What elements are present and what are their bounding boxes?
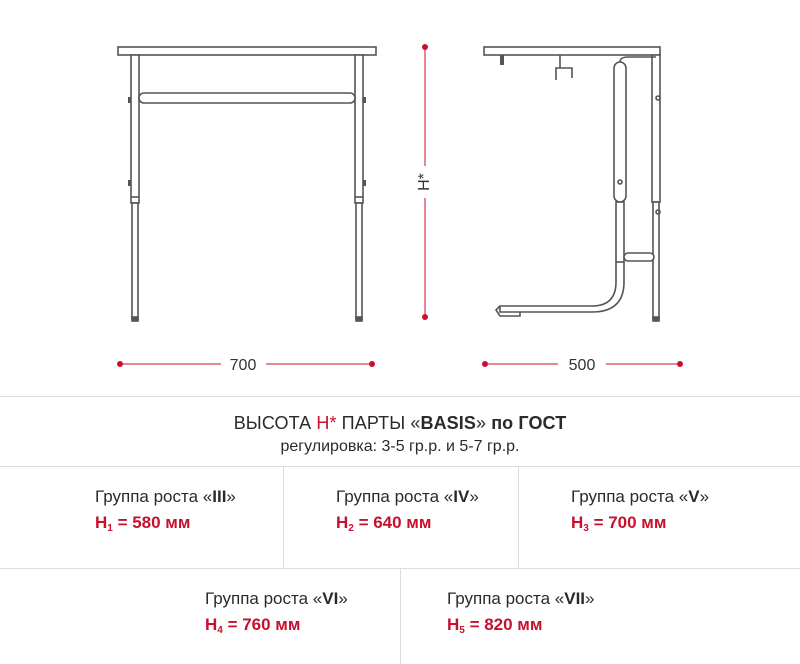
groups-row-2 <box>0 568 800 664</box>
group-label: Группа роста «VI» <box>205 589 348 608</box>
groups-row-1 <box>0 466 800 569</box>
title-brand: BASIS <box>420 413 476 433</box>
title-h: H* <box>316 413 337 433</box>
depth-dimension <box>482 357 683 374</box>
group-height: $H_2 = 640$ мм <box>336 513 432 534</box>
group-card <box>0 467 283 569</box>
page-title <box>0 413 800 434</box>
group-card <box>518 467 800 569</box>
width-dimension <box>117 357 375 374</box>
title-mid: ПАРТЫ « <box>336 413 421 433</box>
group-height: $H_1 = 580$ мм <box>95 513 191 534</box>
front-view <box>118 47 376 321</box>
title-mid2: » <box>475 413 492 433</box>
width-label: 700 <box>229 357 257 374</box>
group-card <box>400 569 800 664</box>
info-header <box>0 396 800 467</box>
group-height: $H_5 = 820$ мм <box>447 615 543 636</box>
subtitle: регулировка: 3-5 гр.р. и 5-7 гр.р. <box>280 438 520 455</box>
group-label: Группа роста «IV» <box>336 487 479 506</box>
title-prefix: ВЫСОТА <box>233 413 317 433</box>
title-suffix: по ГОСТ <box>491 413 567 433</box>
group-card <box>283 467 518 569</box>
group-label: Группа роста «V» <box>571 487 710 506</box>
group-label: Группа роста «III» <box>95 487 236 506</box>
group-card <box>0 569 400 664</box>
group-label: Группа роста «VII» <box>447 589 595 608</box>
group-height: $H_4 = 760$ мм <box>205 615 301 636</box>
group-height: $H_3 = 700$ мм <box>571 513 667 534</box>
height-dimension <box>416 44 433 320</box>
side-view <box>484 47 660 321</box>
depth-label: 500 <box>568 357 596 374</box>
height-label: H* <box>416 173 434 191</box>
